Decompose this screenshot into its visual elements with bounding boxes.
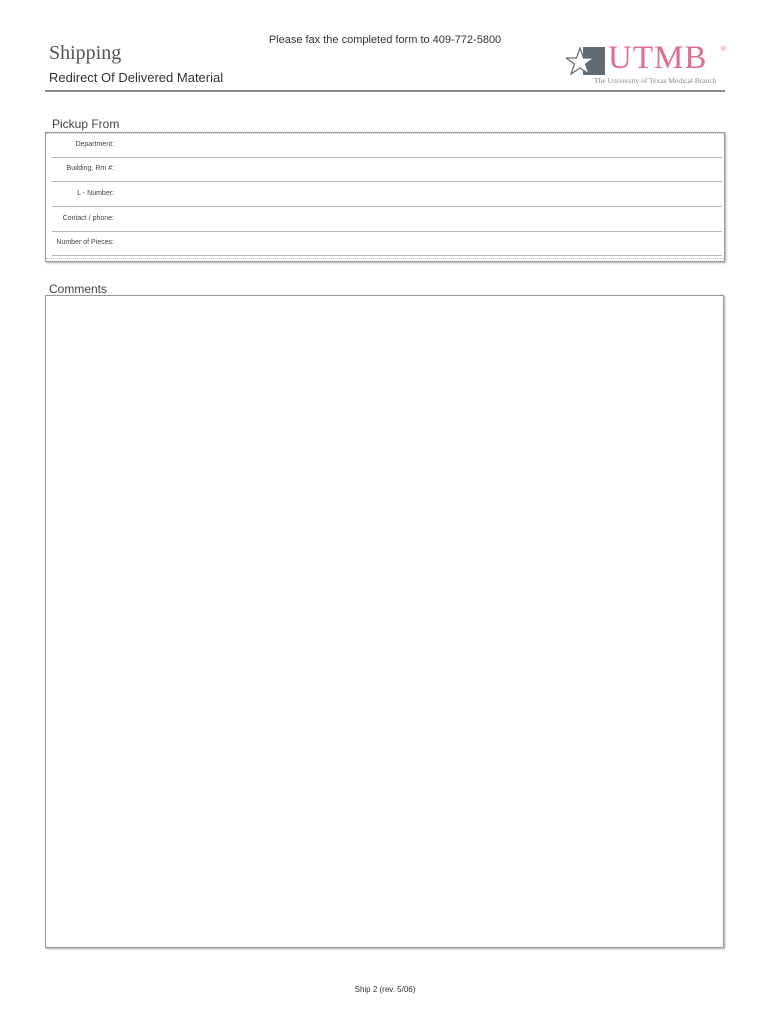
comments-section-label: Comments bbox=[49, 282, 108, 296]
department-label: Department: bbox=[75, 141, 114, 148]
utmb-logo bbox=[566, 40, 726, 86]
header-divider bbox=[45, 90, 725, 92]
star-icon bbox=[566, 44, 606, 80]
registered-mark: ® bbox=[720, 46, 726, 53]
logo-subtext: The University of Texas Medical Branch bbox=[594, 76, 717, 85]
contact-phone-label: Contact / phone: bbox=[62, 215, 114, 222]
contact-phone-field[interactable] bbox=[52, 211, 722, 232]
l-number-field[interactable] bbox=[52, 186, 722, 207]
building-room-field[interactable] bbox=[52, 161, 722, 182]
pickup-top-rule bbox=[46, 133, 724, 134]
building-room-label: Building, Rm #: bbox=[66, 165, 114, 172]
form-subtitle: Redirect Of Delivered Material bbox=[49, 70, 224, 85]
fax-instruction: Please fax the completed form to 409-772-5800 bbox=[268, 34, 502, 46]
pickup-bottom-rule bbox=[46, 258, 724, 259]
form-revision: Ship 2 (rev. 5/06) bbox=[354, 985, 416, 994]
number-of-pieces-label: Number of Pieces: bbox=[56, 239, 114, 246]
logo-text: UTMB bbox=[608, 40, 708, 76]
l-number-label: L - Number: bbox=[77, 190, 114, 197]
number-of-pieces-field[interactable] bbox=[52, 235, 722, 256]
pickup-section-label: Pickup From bbox=[52, 117, 120, 131]
department-field[interactable] bbox=[52, 137, 722, 158]
comments-field[interactable] bbox=[45, 295, 724, 948]
form-title: Shipping bbox=[49, 42, 122, 64]
pickup-from-box bbox=[45, 132, 725, 262]
